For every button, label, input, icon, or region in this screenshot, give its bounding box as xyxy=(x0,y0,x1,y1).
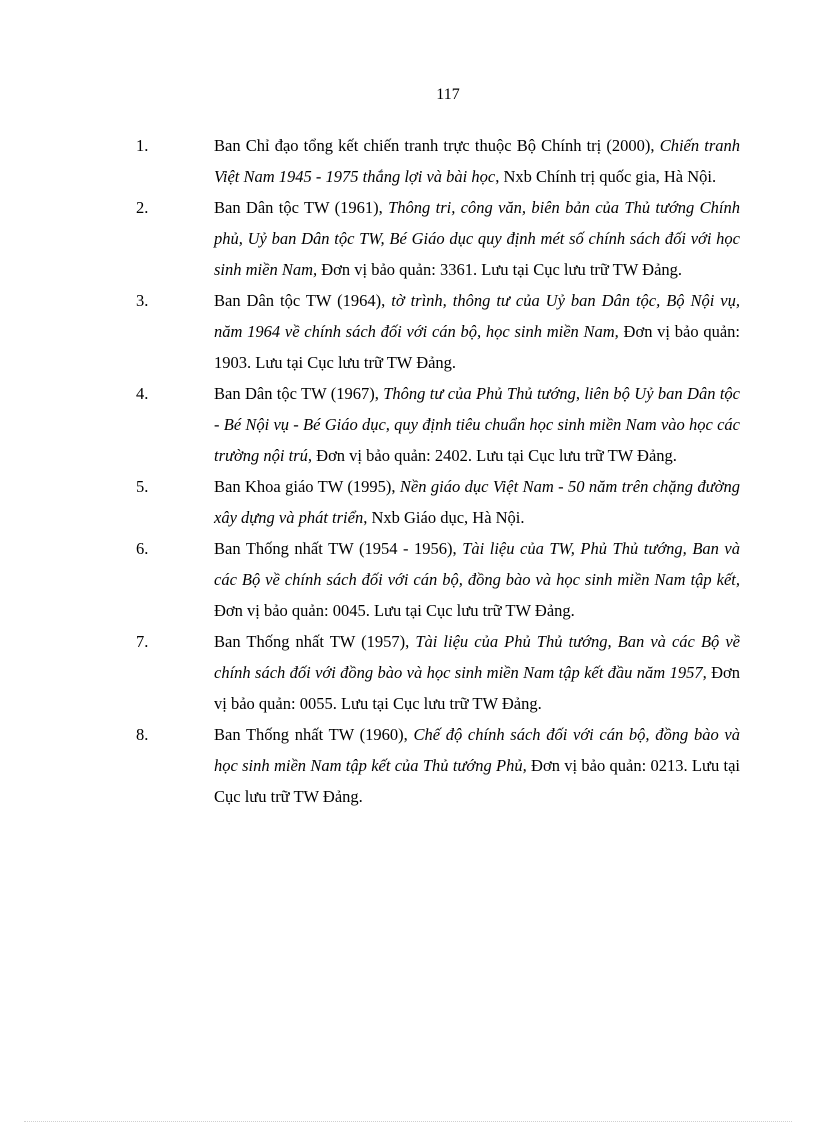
reference-author: Ban Khoa giáo TW (1995), xyxy=(214,477,400,496)
reference-item xyxy=(0,130,816,192)
reference-title: tờ trình, thông tư của Uỷ ban Dân tộc, Bộ Nội vụ, năm 1964 về chính sách đối với cán bộ, học sinh miền Nam, xyxy=(214,291,740,341)
reference-text xyxy=(214,539,740,620)
reference-text xyxy=(214,198,740,279)
reference-item xyxy=(0,285,816,378)
page-bottom-divider xyxy=(24,1121,792,1122)
reference-item xyxy=(0,626,816,719)
reference-title: Tài liệu của TW, Phủ Thủ tướng, Ban và các Bộ về chính sách đối với cán bộ, đồng bào và học sinh miền Nam tập kết, xyxy=(214,539,741,589)
reference-author: Ban Chỉ đạo tổng kết chiến tranh trực thuộc Bộ Chính trị (2000), xyxy=(214,136,660,155)
reference-text xyxy=(214,384,740,465)
reference-number: 6. xyxy=(136,539,149,558)
reference-title: Chế độ chính sách đối với cán bộ, đồng bào và học sinh miền Nam tập kết của Thủ tướng Phủ, xyxy=(214,725,740,775)
reference-title: Thông tri, công văn, biên bản của Thủ tướng Chính phủ, Uỷ ban Dân tộc TW, Bé Giáo dục quy định mét số chính sách đối với học sinh miền Nam, xyxy=(214,198,740,279)
reference-number: 4. xyxy=(136,384,149,403)
reference-list xyxy=(0,130,816,812)
reference-text xyxy=(214,136,740,186)
reference-publisher: Đơn vị bảo quản: 2402. Lưu tại Cục lưu trữ TW Đảng. xyxy=(312,446,677,465)
reference-title: Tài liệu của Phủ Thủ tướng, Ban và các Bộ về chính sách đối với đồng bào và học sinh miền Nam tập kết đầu năm 1957, xyxy=(214,632,740,682)
reference-author: Ban Thống nhất TW (1960), xyxy=(214,725,414,744)
reference-publisher: Đơn vị bảo quản: 1903. Lưu tại Cục lưu trữ TW Đảng. xyxy=(214,322,740,372)
reference-author: Ban Thống nhất TW (1954 - 1956), xyxy=(214,539,463,558)
page-number: 117 xyxy=(436,86,460,103)
reference-title: Nền giáo dục Việt Nam - 50 năm trên chặng đường xây dựng và phát triển xyxy=(214,477,740,527)
reference-publisher: Đơn vị bảo quản: 0055. Lưu tại Cục lưu trữ TW Đảng. xyxy=(214,663,740,713)
reference-author: Ban Dân tộc TW (1967), xyxy=(214,384,384,403)
reference-number: 1. xyxy=(136,136,149,155)
reference-text xyxy=(214,725,740,806)
reference-publisher: Đơn vị bảo quản: 0045. Lưu tại Cục lưu trữ TW Đảng. xyxy=(214,601,575,620)
reference-item xyxy=(0,533,816,626)
reference-title: Thông tư của Phủ Thủ tướng, liên bộ Uỷ ban Dân tộc - Bé Nội vụ - Bé Giáo dục, quy định tiêu chuẩn học sinh miền Nam vào học các trường nội trú, xyxy=(214,384,740,465)
reference-author: Ban Dân tộc TW (1964), xyxy=(214,291,392,310)
reference-number: 3. xyxy=(136,291,149,310)
reference-item xyxy=(0,192,816,285)
reference-publisher: , Nxb Chính trị quốc gia, Hà Nội. xyxy=(495,167,717,186)
reference-author: Ban Dân tộc TW (1961), xyxy=(214,198,389,217)
reference-publisher: Đơn vị bảo quản: 3361. Lưu tại Cục lưu trữ TW Đảng. xyxy=(317,260,683,279)
reference-text xyxy=(214,632,740,713)
reference-item xyxy=(0,378,816,471)
reference-item xyxy=(0,471,816,533)
reference-number: 8. xyxy=(136,725,149,744)
reference-number: 5. xyxy=(136,477,149,496)
reference-publisher: Đơn vị bảo quản: 0213. Lưu tại Cục lưu trữ TW Đảng. xyxy=(214,756,740,806)
reference-number: 7. xyxy=(136,632,149,651)
reference-text xyxy=(214,477,740,527)
reference-number: 2. xyxy=(136,198,149,217)
reference-item xyxy=(0,719,816,812)
reference-title: Chiến tranh Việt Nam 1945 - 1975 thắng lợi và bài học xyxy=(214,136,741,186)
reference-publisher: , Nxb Giáo dục, Hà Nội. xyxy=(363,508,525,527)
reference-author: Ban Thống nhất TW (1957), xyxy=(214,632,416,651)
reference-text xyxy=(214,291,740,372)
